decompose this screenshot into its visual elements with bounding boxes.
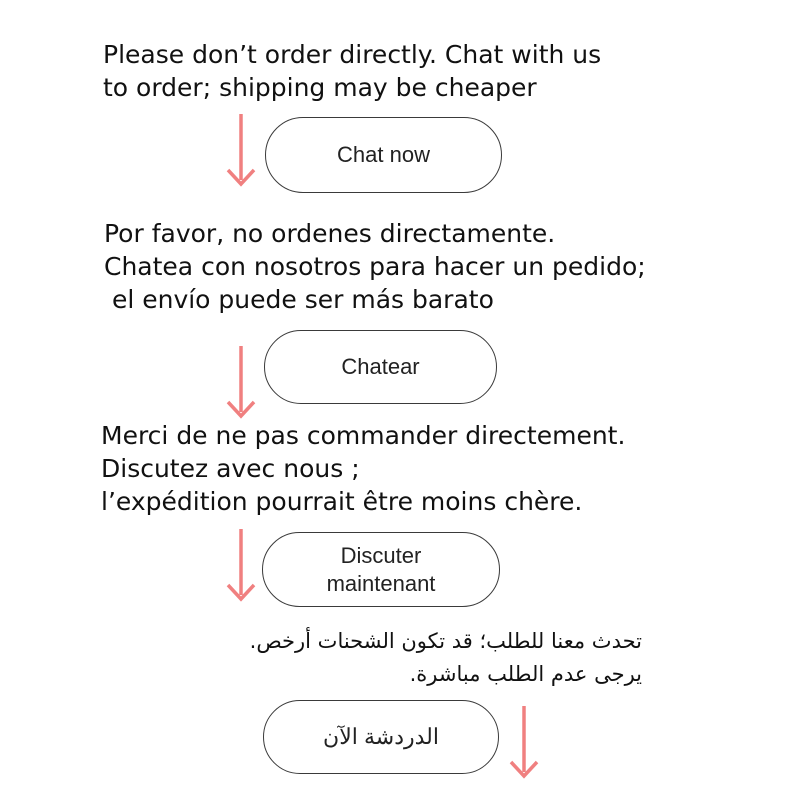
button-label: الدردشة الآن — [323, 724, 439, 749]
message-arabic — [104, 625, 642, 691]
arrow-down-icon — [509, 706, 539, 780]
message-french — [101, 419, 625, 518]
message-line: el envío puede ser más barato — [104, 285, 494, 314]
button-label: Discuter — [340, 542, 422, 568]
message-line: Por favor, no ordenes directamente. — [104, 219, 556, 248]
arrow-down-icon — [226, 346, 256, 420]
message-line: Merci de ne pas commander directement. — [101, 421, 626, 450]
chat-now-button[interactable] — [265, 117, 502, 193]
message-spanish — [104, 217, 646, 316]
arrow-down-icon — [226, 114, 256, 188]
button-label: Chat now — [337, 142, 430, 167]
message-line: Chatea con nosotros para hacer un pedido; — [104, 252, 646, 281]
button-label: Chatear — [341, 354, 420, 379]
message-line: l’expédition pourrait être moins chère. — [101, 487, 583, 516]
discuter-maintenant-button[interactable] — [262, 532, 500, 607]
message-line: to order; shipping may be cheaper — [103, 73, 537, 102]
chatear-button[interactable] — [264, 330, 497, 404]
message-line: تحدث معنا للطلب؛ قد تكون الشحنات أرخص. — [249, 629, 642, 653]
message-line: Please don’t order directly. Chat with us — [103, 40, 602, 69]
message-english — [103, 38, 601, 104]
button-label: maintenant — [326, 570, 436, 596]
chat-now-arabic-button[interactable] — [263, 700, 499, 774]
arrow-down-icon — [226, 529, 256, 603]
message-line: Discutez avec nous ; — [101, 454, 360, 483]
message-line: يرجى عدم الطلب مباشرة. — [409, 662, 642, 686]
